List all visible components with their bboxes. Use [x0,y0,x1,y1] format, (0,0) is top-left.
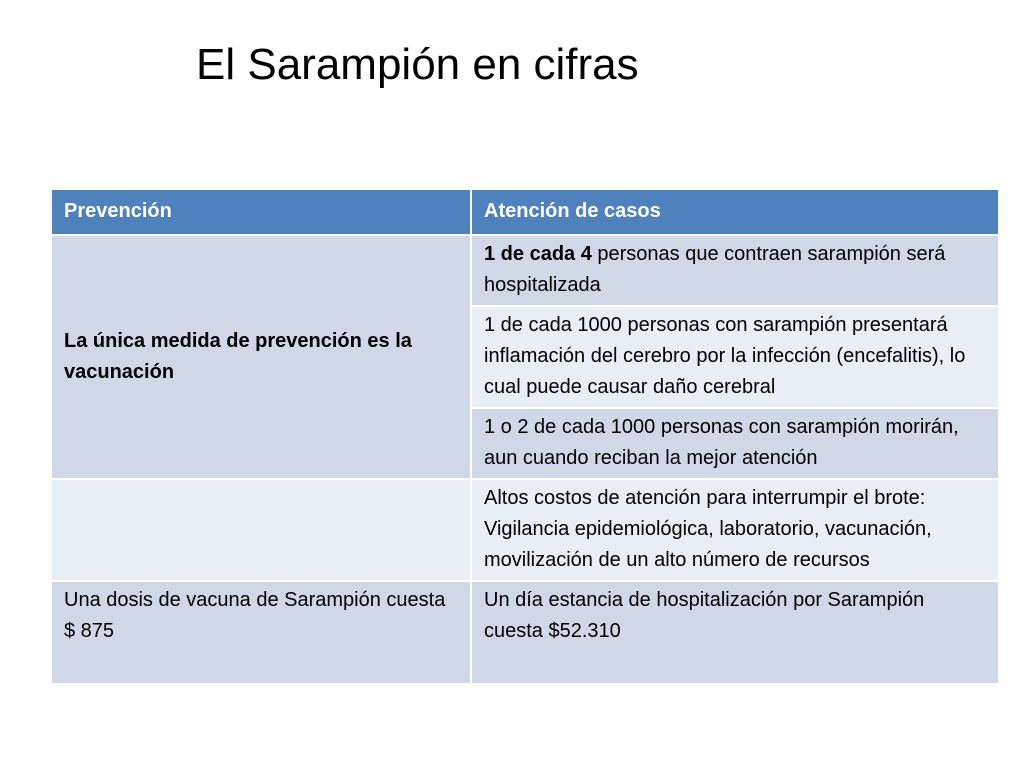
table-row [51,581,999,684]
care-cell-encephalitis: 1 de cada 1000 personas con sarampión presentará inflamación del cerebro por la infección (encefalitis), lo cual puede causar daño cerebral [471,306,999,408]
slide-title: El Sarampión en cifras [196,40,639,89]
table-header-row [51,189,999,235]
care-cell-outbreak-costs: Altos costos de atención para interrumpir el brote: Vigilancia epidemiológica, laboratorio, vacunación, movilización de un alto número de recursos [471,479,999,581]
prevention-cell-vaccination: La única medida de prevención es la vacunación [51,235,471,479]
care-cell-hospitalization [471,235,999,306]
prevention-cell-vaccine-cost: Una dosis de vacuna de Sarampión cuesta $ 875 [51,581,471,684]
care-cell-hospitalization-text: personas que contraen sarampión será hospitalizada [484,243,946,296]
care-cell-hospitalization-lead: 1 de cada 4 [484,243,592,265]
care-cell-hospital-cost: Un día estancia de hospitalización por Sarampión cuesta $52.310 [471,581,999,684]
table-row [51,479,999,581]
prevention-cell-empty [51,479,471,581]
care-cell-mortality: 1 o 2 de cada 1000 personas con sarampión morirán, aun cuando reciban la mejor atención [471,408,999,479]
header-case-care: Atención de casos [471,189,999,235]
table-row [51,235,999,306]
header-prevention: Prevención [51,189,471,235]
measles-figures-table [50,188,1000,685]
